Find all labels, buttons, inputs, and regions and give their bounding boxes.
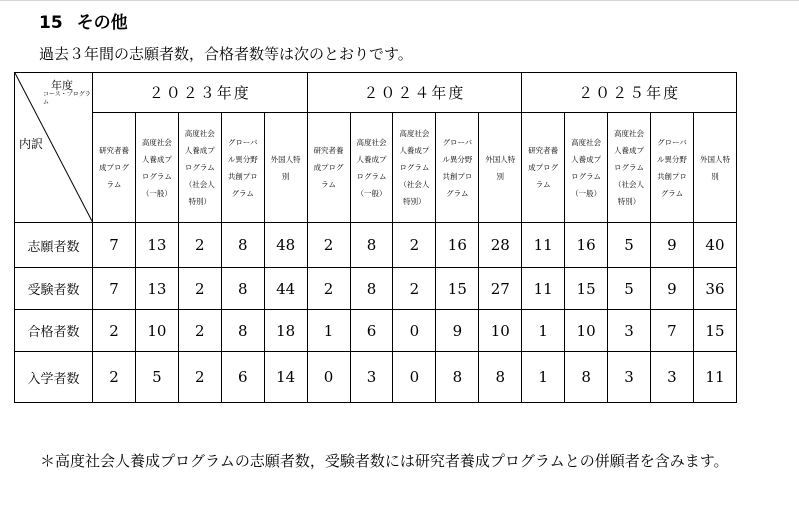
column-label-text: 高度社会人養成プログラム（一般） [141,137,172,198]
row-label: 合格者数 [15,310,93,352]
table-cell: 5 [135,352,178,403]
year-header-2025: ２０２５年度 [522,73,737,113]
table-cell: 2 [178,352,221,403]
table-cell: 13 [135,223,178,268]
table-cell: 15 [693,310,736,352]
table-cell: 3 [650,352,693,403]
table-cell: 5 [608,268,651,310]
column-label-text: 外国人特 別 [699,154,738,181]
footnote: ＊高度社会人養成プログラムの志願者数，受験者数には研究者養成プログラムとの併願者を含みます。 [40,452,729,470]
table-cell: 10 [135,310,178,352]
table-cell: 2 [393,268,436,310]
column-label-text: 研究者養成プログラム [528,146,559,189]
table-cell: 9 [436,310,479,352]
table-cell: 3 [350,352,393,403]
row-label: 受験者数 [15,268,93,310]
corner-course-label: コース・プログラム [43,91,91,106]
column-label [221,113,264,223]
table-cell: 2 [393,223,436,268]
table-cell: 2 [178,223,221,268]
table-cell: 7 [650,310,693,352]
table-row [15,310,737,352]
table-cell: 8 [221,223,264,268]
column-label [522,113,565,223]
column-label-text: 高度社会人養成プログラム（社会人特別） [184,129,215,206]
table-cell: 8 [221,310,264,352]
column-label [350,113,393,223]
corner-header-cell [15,73,93,223]
intro-text: 過去３年間の志願者数，合格者数等は次のとおりです。 [39,45,413,63]
section-number: 15 [39,13,63,33]
table-cell: 11 [522,268,565,310]
column-label-text: グローバル異分野共創プログラム [656,137,687,198]
table-cell: 3 [608,352,651,403]
column-label-text: 外国人特 別 [485,154,523,181]
table-cell: 16 [436,223,479,268]
column-label-row [15,113,737,223]
table-cell: 8 [436,352,479,403]
column-label [650,113,693,223]
column-label-text: グローバル異分野共創プログラム [227,137,258,198]
table-cell: 2 [178,310,221,352]
column-label [693,113,736,223]
column-label-text: 外国人特 別 [270,154,309,181]
table-cell: 44 [264,268,307,310]
table-cell: 3 [608,310,651,352]
corner-year-label: 年度 [51,79,73,92]
table-cell: 7 [93,223,136,268]
table-cell: 0 [393,352,436,403]
section-title: その他 [76,13,128,33]
column-label [178,113,221,223]
table-cell: 11 [522,223,565,268]
table-cell: 13 [135,268,178,310]
table-row [15,223,737,268]
table-cell: 15 [436,268,479,310]
row-label: 志願者数 [15,223,93,268]
column-label [135,113,178,223]
table-cell: 11 [693,352,736,403]
table-cell: 7 [93,268,136,310]
year-header-2024: ２０２４年度 [307,73,522,113]
table-cell: 2 [307,223,350,268]
column-label-text: 研究者養成プログラム [313,146,344,189]
column-label [608,113,651,223]
table-cell: 1 [522,352,565,403]
table-cell: 8 [350,223,393,268]
corner-breakdown-label: 内訳 [19,137,44,151]
table-cell: 14 [264,352,307,403]
table-cell: 2 [93,352,136,403]
table-cell: 2 [178,268,221,310]
column-label [479,113,522,223]
table-cell: 10 [565,310,608,352]
top-rule [0,0,799,3]
column-label [436,113,479,223]
table-cell: 8 [221,268,264,310]
table-cell: 8 [479,352,522,403]
table-cell: 0 [307,352,350,403]
table-cell: 10 [479,310,522,352]
table-cell: 6 [221,352,264,403]
column-label [93,113,136,223]
table-cell: 40 [693,223,736,268]
table-row [15,268,737,310]
column-label-text: 高度社会人養成プログラム（社会人特別） [399,129,430,206]
table-cell: 18 [264,310,307,352]
table-cell: 2 [93,310,136,352]
table-cell: 8 [350,268,393,310]
column-label-text: グローバル異分野共創プログラム [442,137,473,198]
table-cell: 9 [650,223,693,268]
table-row [15,352,737,403]
table-cell: 1 [522,310,565,352]
section-heading [39,8,128,33]
table-cell: 2 [307,268,350,310]
table-cell: 5 [608,223,651,268]
column-label-text: 高度社会人養成プログラム（一般） [356,137,387,198]
table-cell: 48 [264,223,307,268]
column-label [393,113,436,223]
column-label [264,113,307,223]
table-cell: 6 [350,310,393,352]
table-cell: 16 [565,223,608,268]
column-label-text: 高度社会人養成プログラム（一般） [571,137,602,198]
table-cell: 0 [393,310,436,352]
admissions-table [14,72,737,403]
column-label-text: 高度社会人養成プログラム（社会人特別） [614,129,645,206]
table-cell: 15 [565,268,608,310]
row-label: 入学者数 [15,352,93,403]
column-label [307,113,350,223]
column-label-text: 研究者養成プログラム [98,146,129,189]
table-cell: 8 [565,352,608,403]
column-label [565,113,608,223]
year-header-2023: ２０２３年度 [93,73,308,113]
table-cell: 1 [307,310,350,352]
table-cell: 36 [693,268,736,310]
table-cell: 28 [479,223,522,268]
table-cell: 27 [479,268,522,310]
table-cell: 9 [650,268,693,310]
